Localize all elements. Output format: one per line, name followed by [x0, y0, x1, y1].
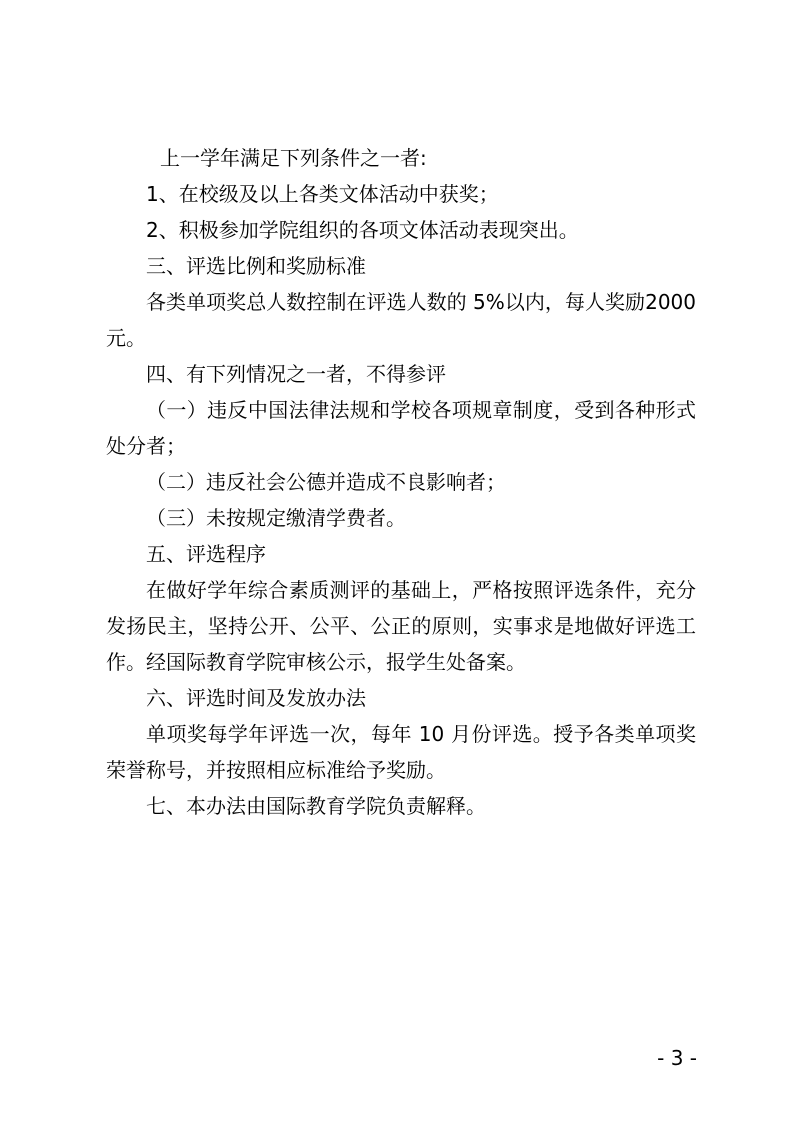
paragraph-exclusion-1: （一）违反中国法律法规和学校各项规章制度，受到各种形式处分者； [106, 398, 696, 458]
page-number: - 3 - [657, 1046, 697, 1070]
document-body [106, 140, 696, 824]
section-heading-procedure: 五、评选程序 [146, 542, 266, 566]
paragraph-condition-1: 1、在校级及以上各类文体活动中获奖； [146, 182, 499, 206]
section-heading-interpretation: 七、本办法由国际教育学院负责解释。 [146, 794, 486, 818]
section-heading-ratio: 三、评选比例和奖励标准 [146, 254, 366, 278]
paragraph-condition-intro: 上一学年满足下列条件之一者: [160, 146, 427, 170]
paragraph-procedure-detail: 在做好学年综合素质测评的基础上，严格按照评选条件，充分发扬民主，坚持公开、公平、公正的原则，实事求是地做好评选工作。经国际教育学院审核公示，报学生处备案。 [106, 578, 696, 674]
paragraph-ratio-detail: 各类单项奖总人数控制在评选人数的 5%以内，每人奖励2000 元。 [106, 290, 696, 350]
paragraph-timing-detail: 单项奖每学年评选一次，每年 10 月份评选。授予各类单项奖荣誉称号，并按照相应标准给予奖励。 [106, 722, 696, 782]
section-heading-timing: 六、评选时间及发放办法 [146, 686, 366, 710]
paragraph-exclusion-2: （二）违反社会公德并造成不良影响者； [146, 470, 506, 494]
paragraph-exclusion-3: （三）未按规定缴清学费者。 [146, 506, 406, 530]
paragraph-condition-2: 2、积极参加学院组织的各项文体活动表现突出。 [146, 218, 579, 242]
section-heading-exclusions: 四、有下列情况之一者，不得参评 [146, 362, 446, 386]
